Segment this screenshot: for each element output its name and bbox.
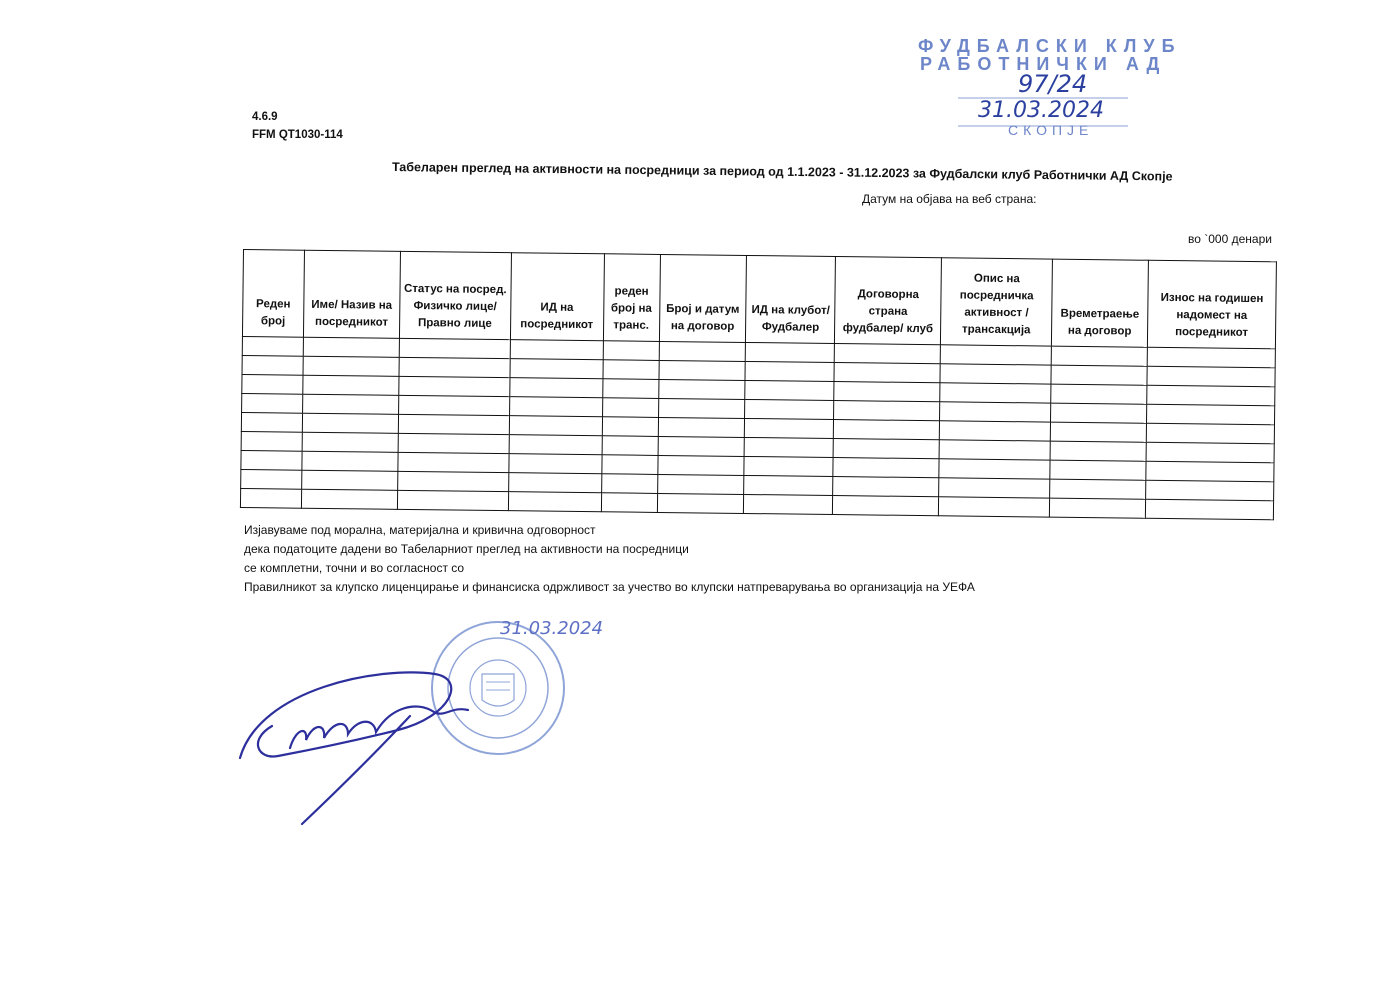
signature-date: 31.03.2024 — [500, 618, 604, 639]
col-header-contract-duration: Времетраење на договор — [1052, 259, 1149, 347]
stamp-club-line2: РАБОТНИЧКИ АД — [920, 54, 1167, 74]
intermediaries-table — [240, 249, 1277, 520]
stamp-club-line1: ФУДБАЛСКИ КЛУБ — [918, 36, 1182, 56]
declaration-line-4: Правилникот за клупско лиценцирање и финансиска одржливост за учество во клупски натпреварувања во организација на УЕФА — [244, 580, 975, 594]
col-header-name: Име/ Назив на посредникот — [303, 250, 400, 338]
publication-date-label: Датум на објава на веб страна: — [862, 192, 1037, 206]
declaration-line-1: Изјавуваме под морална, материјална и кривична одговорност — [244, 523, 596, 537]
document-code-2: FFM QT1030-114 — [252, 129, 343, 141]
col-header-status: Статус на посред. Физичко лице/ Правно лице — [399, 251, 511, 339]
document-code-1: 4.6.9 — [252, 111, 278, 123]
document-title: Табеларен преглед на активности на посредници за период од 1.1.2023 - 31.12.2023 за Фудбалски клуб Работнички АД Скопје — [391, 160, 1173, 184]
handwritten-signature — [240, 672, 468, 824]
stamp-handwritten-date: 31.03.2024 — [978, 98, 1104, 123]
table-body — [240, 336, 1275, 519]
col-header-transaction-no: реден број на транс. — [603, 254, 660, 342]
registration-stamp — [918, 36, 1188, 146]
declaration-line-3: се комплетни, точни и во согласност со — [244, 561, 465, 575]
stamp-city: СКОПЈЕ — [1008, 122, 1094, 138]
col-header-contract-no-date: Број и датум на договор — [659, 254, 747, 342]
col-header-intermediary-id: ИД на посредникот — [510, 253, 604, 341]
signature-area — [230, 608, 630, 838]
col-header-order-no: Реден број — [242, 250, 304, 338]
table-header-row — [242, 250, 1276, 349]
col-header-annual-fee: Износ на годишен надомест на посредникот — [1147, 260, 1276, 349]
col-header-contract-party: Договорна страна фудбалер/ клуб — [835, 257, 942, 345]
units-label: во `000 денари — [1188, 232, 1272, 246]
declaration-line-2: дека податоците дадени во Табеларниот преглед на активности на посредници — [244, 542, 689, 556]
col-header-activity-description: Опис на посредничка активност /трансакција — [941, 258, 1053, 346]
stamp-handwritten-number: 97/24 — [1018, 70, 1088, 98]
club-seal-and-signature — [230, 608, 630, 838]
col-header-club-id: ИД на клубот/ Фудбалер — [746, 255, 836, 343]
